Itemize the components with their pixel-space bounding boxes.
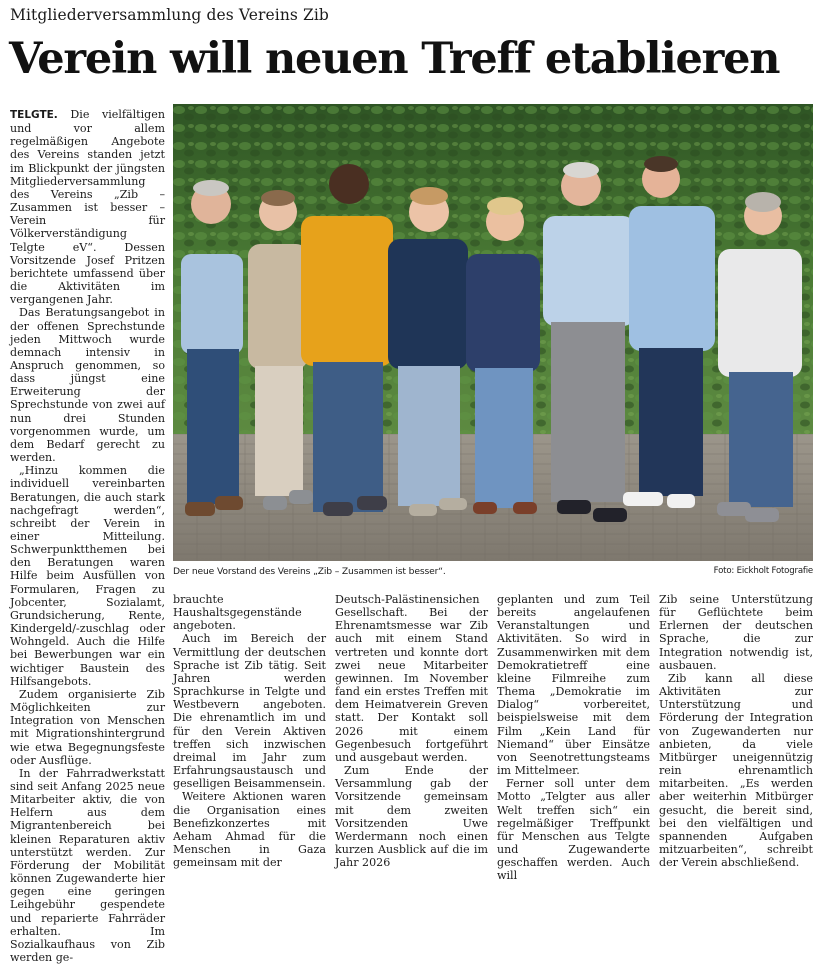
- article-column-5: [659, 593, 813, 869]
- paragraph: Zudem organisierte Zib Möglichkeiten zur Integration von Menschen mit Migrationshintergrund wie etwa Begegnungsfeste oder Ausflüge.: [10, 687, 165, 767]
- kicker: Mitgliederversammlung des Vereins Zib: [10, 6, 329, 24]
- paragraph: Deutsch-Palästinensichen Gesellschaft. Bei der Ehrenamtsmesse war Zib auch mit einem Stand vertreten und konnte dort zwei neue Mitarbeiter gewinnen. Im November fand ein erstes Treffen mit dem Heimatverein Greven statt. Der Kontakt soll 2026 mit einem Gegenbesuch fortgeführt und ausgebaut werden.: [335, 593, 488, 764]
- paragraph: Zum Ende der Versammlung gab der Vorsitzende gemeinsam mit dem zweiten Vorsitzenden Uwe Werdermann noch einen kurzen Ausblick auf die im Jahr 2026: [335, 764, 488, 870]
- group-photo: [173, 104, 813, 561]
- paragraph: „Hinzu kommen die individuell vereinbarten Beratungen, die auch stark nachgefragt werden“, schreibt der Verein in einer Mitteilung. Schwerpunktthemen bei den Beratungen waren Hilfe beim Ausfüllen von Formularen, Fragen zu Jobcenter, Sozialamt, Grundsicherung, Rente, Kindergeld/-zuschlag oder Wohngeld. Auch die Hilfe bei Bewerbungen war ein wichtiger Baustein des Hilfsangebots.: [10, 464, 165, 688]
- paragraph: Zib seine Unterstützung für Geflüchtete beim Erlernen der deutschen Sprache, die zur Integration notwendig ist, ausbauen.: [659, 593, 813, 672]
- article-column-3: [335, 593, 488, 869]
- paragraph: Weitere Aktionen waren die Organisation eines Benefizkonzertes mit Aeham Ahmad für die Menschen in Gaza gemeinsam mit der: [173, 790, 326, 870]
- article-column-4: [497, 593, 650, 882]
- person-3: [301, 164, 393, 516]
- paragraph: TELGTE. Die vielfältigen und vor allem regelmäßigen Angebote des Vereins standen jetzt im Blickpunkt der jüngsten Mitgliederversammlung des Vereins „Zib – Zusammen ist besser – Verein für Völkerverständigung Telgte eV“. Dessen Vorsitzende Josef Pritzen berichtete umfassend über die Aktivitäten im vergangenen Jahr.: [10, 108, 165, 307]
- paragraph: Das Beratungsangebot in der offenen Sprechstunde jeden Mittwoch wurde demnach intensiv in Anspruch genommen, so dass jüngst eine Erweiterung der Sprechstunde von zwei auf nun drei Stunden vorgenommen wurde, um dem Bedarf gerecht zu werden.: [10, 306, 165, 465]
- paragraph: brauchte Haushaltsgegenstände angeboten.: [173, 593, 302, 633]
- paragraph: In der Fahrradwerkstatt sind seit Anfang 2025 neue Mitarbeiter aktiv, die von Helfern aus dem Migrantenbereich bei kleinen Reparaturen aktiv unterstützt werden. Zur Förderung der Mobilität können Zugewanderte hier gegen eine geringen Leihgebühr gespendete und reparierte Fahrräder erhalten. Im Sozialkaufhaus von Zib werden ge-: [10, 766, 165, 964]
- paragraph: Zib kann all diese Aktivitäten zur Unterstützung und Förderung der Integration von Zugewanderten nur anbieten, da viele Mitbürger uneigennützig rein ehrenamtlich mitarbeiten. „Es werden aber weiterhin Mitbürger gesucht, die bereit sind, bei den vielfältigen und spannenden Aufgaben mitzuarbeiten“, schreibt der Verein abschließend.: [659, 671, 813, 870]
- article-column-1: [10, 108, 165, 964]
- photo-caption: Der neue Vorstand des Vereins „Zib – Zusammen ist besser“.: [173, 566, 446, 577]
- article-column-2: [173, 593, 326, 869]
- photo-credit: Foto: Eickholt Fotografie: [713, 566, 813, 576]
- paragraph: geplanten und zum Teil bereits angelaufenen Veranstaltungen und Aktivitäten. So wird in Zusammenwirken mit dem Demokratietreff eine kleine Filmreihe zum Thema „Demokratie im Dialog“ vorbereitet, beispielsweise mit dem Film „Kein Land für Niemand“ über Einsätze von Seenotrettungsteams im Mittelmeer.: [497, 593, 650, 778]
- group-photo-illustration: [173, 104, 813, 561]
- paragraph: Ferner soll unter dem Motto „Telgter aus aller Welt treffen sich“ ein regelmäßiger Treffpunkt für Menschen aus Telgte und Zugewanderte geschaffen werden. Auch will: [497, 777, 650, 883]
- dateline: TELGTE.: [10, 109, 58, 121]
- headline: Verein will neuen Treff etablieren: [9, 34, 780, 84]
- paragraph: Auch im Bereich der Vermittlung der deutschen Sprache ist Zib tätig. Seit Jahren werden Sprachkurse in Telgte und Westbevern angeboten. Die ehrenamtlich im und für den Verein Aktiven treffen sich inzwischen dreimal im Jahr zum Erfahrungsaustausch und geselligen Beisammensein.: [173, 632, 326, 791]
- person-6: [543, 162, 635, 522]
